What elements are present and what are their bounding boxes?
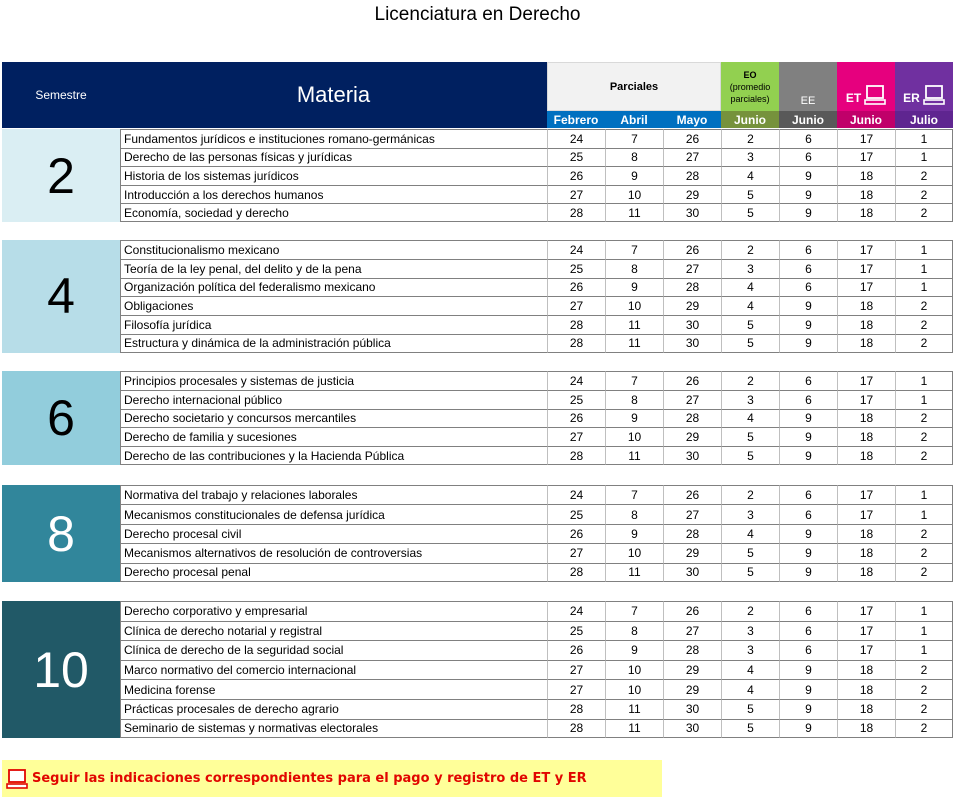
abr-cell: 8 [605, 621, 663, 641]
may-cell: 26 [663, 601, 721, 621]
materia-cell: Estructura y dinámica de la administración pública [120, 334, 547, 353]
ee-cell: 9 [779, 296, 837, 315]
materia-cell: Derecho corporativo y empresarial [120, 601, 547, 621]
abr-cell: 10 [605, 185, 663, 204]
abr-cell: 10 [605, 427, 663, 446]
materia-cell: Derecho de las contribuciones y la Hacienda Pública [120, 446, 547, 465]
feb-cell: 24 [547, 129, 605, 148]
abr-cell: 10 [605, 679, 663, 699]
abr-cell: 11 [605, 563, 663, 582]
feb-cell: 25 [547, 621, 605, 641]
et-cell: 18 [837, 446, 895, 465]
may-cell: 29 [663, 296, 721, 315]
materia-header [120, 62, 547, 128]
ee-cell: 9 [779, 679, 837, 699]
er-cell: 2 [895, 446, 953, 465]
materia-cell: Derecho societario y concursos mercantiles [120, 409, 547, 428]
ee-cell: 9 [779, 185, 837, 204]
abr-cell: 7 [605, 129, 663, 148]
ee-cell: 6 [779, 390, 837, 409]
may-cell: 27 [663, 390, 721, 409]
eo-cell: 3 [721, 504, 779, 523]
et-cell: 18 [837, 660, 895, 680]
er-cell: 1 [895, 129, 953, 148]
er-cell: 2 [895, 563, 953, 582]
materia-cell: Historia de los sistemas jurídicos [120, 166, 547, 185]
materia-cell: Mecanismos constitucionales de defensa jurídica [120, 504, 547, 523]
et-cell: 18 [837, 334, 895, 353]
materia-cell: Mecanismos alternativos de resolución de controversias [120, 543, 547, 562]
abr-cell: 7 [605, 371, 663, 390]
et-cell: 17 [837, 640, 895, 660]
feb-cell: 27 [547, 185, 605, 204]
month-mayo: Mayo [663, 111, 721, 128]
abr-cell: 11 [605, 446, 663, 465]
materia-cell: Clínica de derecho notarial y registral [120, 621, 547, 641]
may-cell: 29 [663, 185, 721, 204]
eo-cell: 4 [721, 679, 779, 699]
er-cell: 1 [895, 601, 953, 621]
er-header [895, 62, 953, 111]
may-cell: 28 [663, 166, 721, 185]
month-abril: Abril [605, 111, 663, 128]
feb-cell: 26 [547, 640, 605, 660]
semestre-header [2, 62, 120, 128]
semester-block: 6 [2, 371, 120, 465]
et-cell: 18 [837, 719, 895, 739]
feb-cell: 24 [547, 371, 605, 390]
may-cell: 29 [663, 679, 721, 699]
ee-cell: 9 [779, 699, 837, 719]
feb-cell: 28 [547, 719, 605, 739]
eo-cell: 4 [721, 660, 779, 680]
er-cell: 2 [895, 185, 953, 204]
abr-cell: 9 [605, 166, 663, 185]
et-cell: 18 [837, 203, 895, 222]
et-cell: 17 [837, 485, 895, 504]
semester-block: 2 [2, 129, 120, 222]
materia-cell: Obligaciones [120, 296, 547, 315]
feb-cell: 26 [547, 166, 605, 185]
feb-cell: 27 [547, 660, 605, 680]
ee-cell: 6 [779, 259, 837, 278]
feb-cell: 28 [547, 334, 605, 353]
ee-cell: 9 [779, 166, 837, 185]
abr-cell: 11 [605, 203, 663, 222]
er-cell: 2 [895, 166, 953, 185]
er-cell: 1 [895, 259, 953, 278]
ee-header-label: EE [800, 95, 816, 107]
eo-cell: 5 [721, 446, 779, 465]
et-cell: 17 [837, 240, 895, 259]
eo-cell: 2 [721, 485, 779, 504]
er-cell: 2 [895, 660, 953, 680]
et-cell: 17 [837, 390, 895, 409]
eo-cell: 4 [721, 278, 779, 297]
may-cell: 27 [663, 148, 721, 167]
et-cell: 17 [837, 621, 895, 641]
laptop-icon [6, 769, 28, 789]
feb-cell: 24 [547, 601, 605, 621]
eo-header [721, 62, 779, 111]
materia-cell: Medicina forense [120, 679, 547, 699]
et-cell: 18 [837, 679, 895, 699]
month-junio-eo: Junio [721, 111, 779, 128]
materia-cell: Filosofía jurídica [120, 315, 547, 334]
abr-cell: 7 [605, 485, 663, 504]
abr-cell: 11 [605, 699, 663, 719]
et-cell: 18 [837, 563, 895, 582]
month-junio-et: Junio [837, 111, 895, 128]
eo-cell: 4 [721, 524, 779, 543]
et-cell: 18 [837, 699, 895, 719]
feb-cell: 25 [547, 390, 605, 409]
abr-cell: 8 [605, 259, 663, 278]
er-cell: 2 [895, 409, 953, 428]
ee-cell: 6 [779, 278, 837, 297]
abr-cell: 7 [605, 240, 663, 259]
et-cell: 17 [837, 148, 895, 167]
et-cell: 17 [837, 504, 895, 523]
et-cell: 18 [837, 543, 895, 562]
may-cell: 30 [663, 315, 721, 334]
feb-cell: 27 [547, 679, 605, 699]
feb-cell: 27 [547, 296, 605, 315]
materia-cell: Principios procesales y sistemas de justicia [120, 371, 547, 390]
ee-cell: 9 [779, 315, 837, 334]
ee-cell: 9 [779, 334, 837, 353]
may-cell: 29 [663, 660, 721, 680]
feb-cell: 25 [547, 148, 605, 167]
ee-cell: 6 [779, 240, 837, 259]
eo-cell: 2 [721, 601, 779, 621]
materia-cell: Derecho procesal civil [120, 524, 547, 543]
may-cell: 27 [663, 504, 721, 523]
eo-cell: 4 [721, 166, 779, 185]
feb-cell: 26 [547, 524, 605, 543]
may-cell: 30 [663, 334, 721, 353]
abr-cell: 8 [605, 504, 663, 523]
abr-cell: 11 [605, 315, 663, 334]
et-cell: 18 [837, 315, 895, 334]
eo-cell: 5 [721, 699, 779, 719]
laptop-icon [923, 85, 945, 105]
et-cell: 18 [837, 166, 895, 185]
may-cell: 30 [663, 699, 721, 719]
et-cell: 18 [837, 296, 895, 315]
er-cell: 1 [895, 485, 953, 504]
month-junio-ee: Junio [779, 111, 837, 128]
eo-cell: 5 [721, 185, 779, 204]
er-cell: 2 [895, 719, 953, 739]
feb-cell: 28 [547, 203, 605, 222]
feb-cell: 25 [547, 504, 605, 523]
eo-cell: 4 [721, 409, 779, 428]
abr-cell: 10 [605, 660, 663, 680]
feb-cell: 28 [547, 315, 605, 334]
er-cell: 1 [895, 371, 953, 390]
eo-cell: 3 [721, 640, 779, 660]
may-cell: 28 [663, 524, 721, 543]
month-febrero: Febrero [547, 111, 605, 128]
er-cell: 1 [895, 621, 953, 641]
abr-cell: 9 [605, 409, 663, 428]
materia-cell: Constitucionalismo mexicano [120, 240, 547, 259]
feb-cell: 28 [547, 563, 605, 582]
may-cell: 26 [663, 240, 721, 259]
feb-cell: 25 [547, 259, 605, 278]
er-cell: 1 [895, 240, 953, 259]
materia-cell: Clínica de derecho de la seguridad social [120, 640, 547, 660]
abr-cell: 8 [605, 148, 663, 167]
feb-cell: 26 [547, 278, 605, 297]
et-cell: 18 [837, 409, 895, 428]
er-cell: 2 [895, 699, 953, 719]
ee-cell: 6 [779, 504, 837, 523]
materia-cell: Derecho procesal penal [120, 563, 547, 582]
abr-cell: 11 [605, 334, 663, 353]
ee-cell: 6 [779, 129, 837, 148]
may-cell: 26 [663, 129, 721, 148]
parciales-header [547, 62, 721, 111]
materia-cell: Derecho internacional público [120, 390, 547, 409]
ee-cell: 6 [779, 621, 837, 641]
parciales-header-label: Parciales [609, 80, 659, 93]
et-cell: 17 [837, 601, 895, 621]
er-cell: 2 [895, 315, 953, 334]
semester-block: 8 [2, 485, 120, 582]
may-cell: 30 [663, 719, 721, 739]
may-cell: 28 [663, 640, 721, 660]
month-julio-er: Julio [895, 111, 953, 128]
materia-cell: Introducción a los derechos humanos [120, 185, 547, 204]
ee-cell: 6 [779, 640, 837, 660]
semestre-header-label: Semestre [35, 88, 87, 102]
may-cell: 30 [663, 203, 721, 222]
may-cell: 28 [663, 409, 721, 428]
semester-block: 4 [2, 240, 120, 353]
ee-cell: 9 [779, 446, 837, 465]
er-cell: 2 [895, 427, 953, 446]
ee-cell: 6 [779, 371, 837, 390]
ee-cell: 9 [779, 203, 837, 222]
er-cell: 1 [895, 504, 953, 523]
er-cell: 1 [895, 390, 953, 409]
may-cell: 27 [663, 259, 721, 278]
et-cell: 17 [837, 278, 895, 297]
abr-cell: 9 [605, 278, 663, 297]
may-cell: 30 [663, 563, 721, 582]
er-cell: 1 [895, 640, 953, 660]
er-cell: 1 [895, 278, 953, 297]
eo-cell: 5 [721, 543, 779, 562]
ee-cell: 9 [779, 409, 837, 428]
er-cell: 2 [895, 543, 953, 562]
er-cell: 2 [895, 524, 953, 543]
ee-cell: 9 [779, 660, 837, 680]
abr-cell: 10 [605, 543, 663, 562]
eo-cell: 5 [721, 315, 779, 334]
eo-header-label: EO [743, 69, 757, 80]
semester-block: 10 [2, 601, 120, 738]
er-header-label: ER [903, 91, 920, 105]
abr-cell: 11 [605, 719, 663, 739]
er-cell: 2 [895, 679, 953, 699]
materia-cell: Prácticas procesales de derecho agrario [120, 699, 547, 719]
ee-cell: 9 [779, 524, 837, 543]
et-cell: 18 [837, 524, 895, 543]
materia-cell: Seminario de sistemas y normativas electorales [120, 719, 547, 739]
ee-cell: 6 [779, 485, 837, 504]
abr-cell: 9 [605, 524, 663, 543]
footer-text: Seguir las indicaciones correspondientes para el pago y registro de ET y ER [32, 771, 587, 786]
eo-cell: 3 [721, 259, 779, 278]
eo-cell: 3 [721, 390, 779, 409]
ee-header [779, 62, 837, 111]
eo-cell: 2 [721, 371, 779, 390]
feb-cell: 24 [547, 240, 605, 259]
feb-cell: 27 [547, 543, 605, 562]
may-cell: 29 [663, 427, 721, 446]
eo-cell: 5 [721, 719, 779, 739]
materia-cell: Organización política del federalismo mexicano [120, 278, 547, 297]
eo-header-sub: (promedio parciales) [729, 81, 771, 104]
abr-cell: 9 [605, 640, 663, 660]
feb-cell: 24 [547, 485, 605, 504]
materia-cell: Teoría de la ley penal, del delito y de la pena [120, 259, 547, 278]
materia-cell: Economía, sociedad y derecho [120, 203, 547, 222]
et-cell: 17 [837, 129, 895, 148]
eo-cell: 5 [721, 203, 779, 222]
materia-cell: Fundamentos jurídicos e instituciones romano-germánicas [120, 129, 547, 148]
may-cell: 26 [663, 485, 721, 504]
may-cell: 27 [663, 621, 721, 641]
et-header-label: ET [845, 91, 862, 105]
er-cell: 2 [895, 296, 953, 315]
feb-cell: 28 [547, 446, 605, 465]
may-cell: 28 [663, 278, 721, 297]
er-cell: 1 [895, 148, 953, 167]
feb-cell: 28 [547, 699, 605, 719]
er-cell: 2 [895, 334, 953, 353]
feb-cell: 27 [547, 427, 605, 446]
eo-cell: 5 [721, 334, 779, 353]
page-title: Licenciatura en Derecho [374, 4, 581, 25]
laptop-icon [864, 85, 886, 105]
ee-cell: 9 [779, 719, 837, 739]
et-header [837, 62, 895, 111]
et-cell: 18 [837, 427, 895, 446]
feb-cell: 26 [547, 409, 605, 428]
materia-cell: Normativa del trabajo y relaciones laborales [120, 485, 547, 504]
may-cell: 26 [663, 371, 721, 390]
may-cell: 29 [663, 543, 721, 562]
ee-cell: 9 [779, 427, 837, 446]
et-cell: 18 [837, 185, 895, 204]
abr-cell: 7 [605, 601, 663, 621]
eo-cell: 3 [721, 621, 779, 641]
eo-cell: 2 [721, 129, 779, 148]
materia-header-label: Materia [296, 82, 371, 107]
materia-cell: Derecho de familia y sucesiones [120, 427, 547, 446]
ee-cell: 6 [779, 601, 837, 621]
materia-cell: Marco normativo del comercio internacional [120, 660, 547, 680]
ee-cell: 6 [779, 148, 837, 167]
ee-cell: 9 [779, 543, 837, 562]
et-cell: 17 [837, 259, 895, 278]
eo-cell: 4 [721, 296, 779, 315]
abr-cell: 8 [605, 390, 663, 409]
footer-note [2, 760, 662, 797]
ee-cell: 9 [779, 563, 837, 582]
eo-cell: 5 [721, 563, 779, 582]
eo-cell: 2 [721, 240, 779, 259]
may-cell: 30 [663, 446, 721, 465]
er-cell: 2 [895, 203, 953, 222]
abr-cell: 10 [605, 296, 663, 315]
eo-cell: 5 [721, 427, 779, 446]
et-cell: 17 [837, 371, 895, 390]
eo-cell: 3 [721, 148, 779, 167]
materia-cell: Derecho de las personas físicas y jurídicas [120, 148, 547, 167]
